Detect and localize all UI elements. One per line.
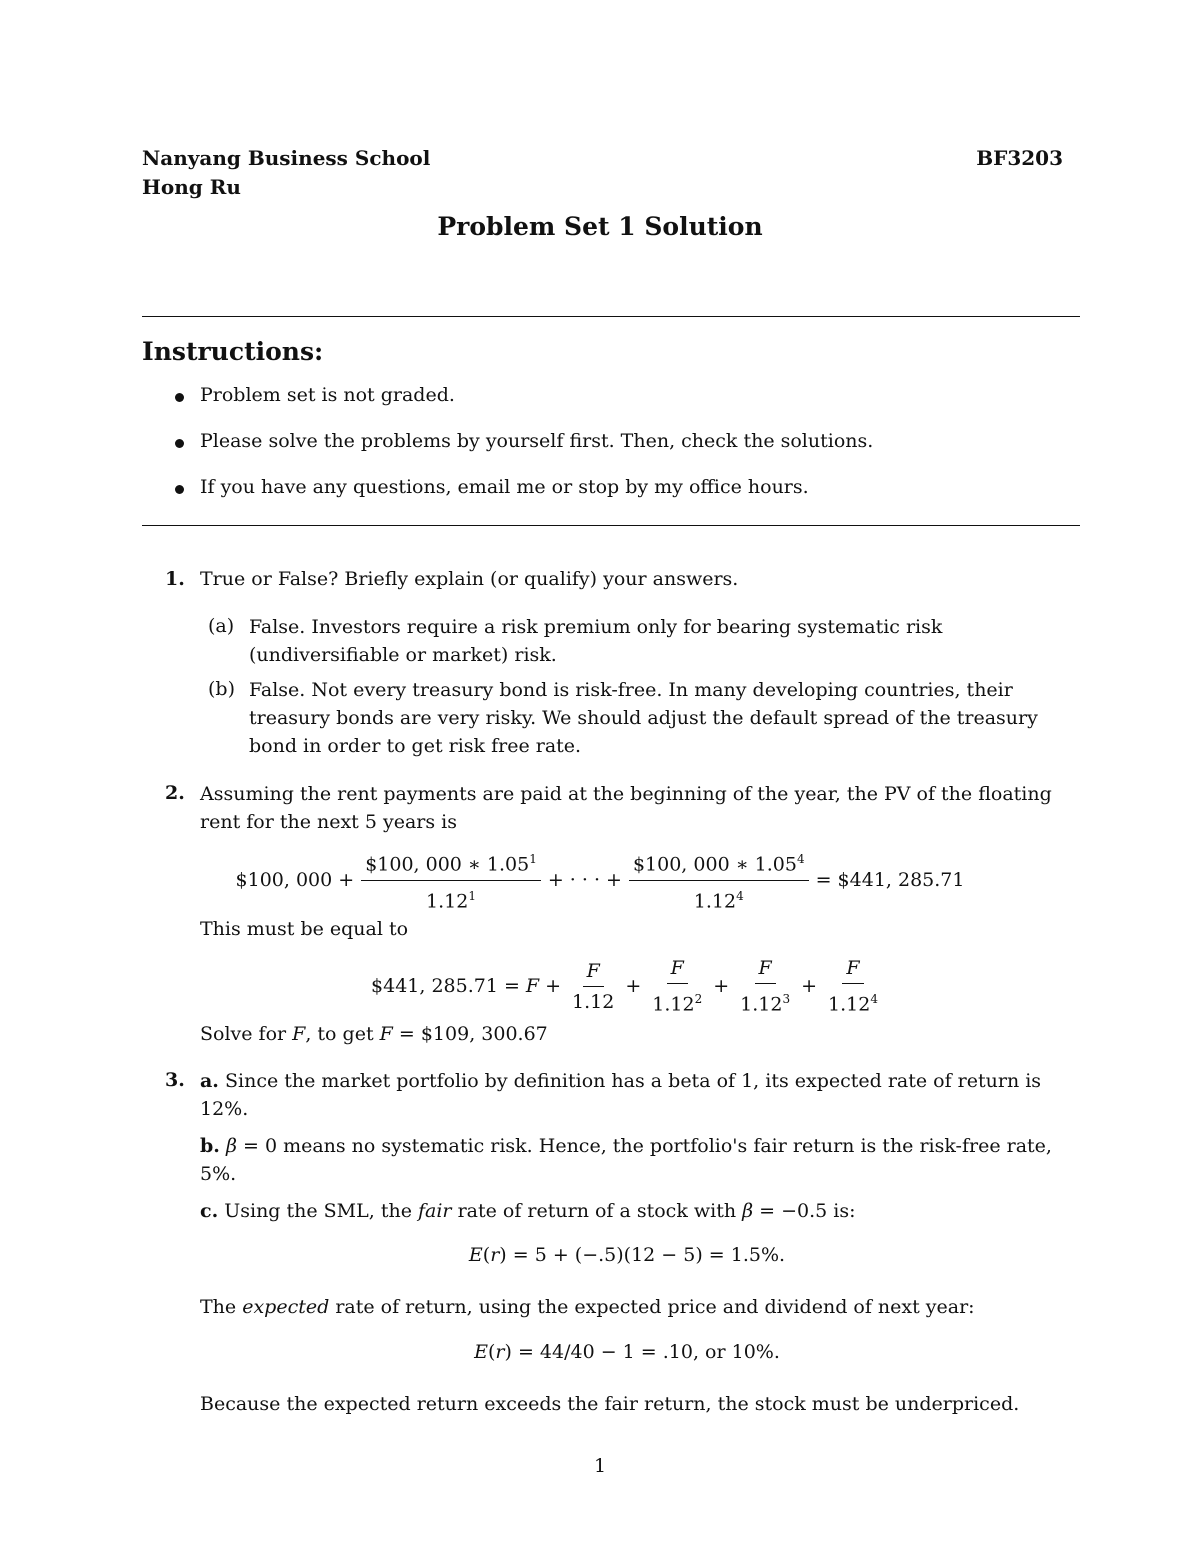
variable: r: [490, 1244, 500, 1266]
top-divider: [142, 316, 1080, 317]
answer-text: Since the market portfolio by definition has a beta of 1, its expected rate of return is 12%.: [200, 1070, 1042, 1120]
eq-term: + · · · +: [547, 869, 622, 891]
numerator: F: [846, 956, 860, 979]
bottom-divider: [142, 525, 1080, 526]
numerator: F: [586, 959, 600, 982]
page-number: 1: [593, 1455, 607, 1477]
fraction: [736, 956, 794, 1016]
numerator: F: [758, 956, 772, 979]
answer-part-b: [200, 1132, 1062, 1188]
question-number: 1.: [165, 568, 185, 590]
fraction: [361, 847, 541, 913]
answer-text: rate of return, using the expected price and dividend of next year:: [335, 1296, 975, 1318]
exponent: 4: [796, 852, 805, 867]
emphasis-text: fair: [418, 1200, 452, 1222]
answer-text: = −0.5 is:: [759, 1200, 856, 1222]
author-name: Hong Ru: [142, 175, 241, 199]
denominator: 1.12: [652, 993, 695, 1016]
exponent: 1: [529, 852, 537, 867]
solve-text: , to get: [305, 1023, 374, 1045]
exponent: 4: [870, 991, 878, 1006]
variable: r: [495, 1341, 505, 1363]
eq-term: = 44/40 − 1 = .10, or 10%.: [517, 1341, 780, 1363]
instruction-item: Problem set is not graded.: [200, 384, 455, 406]
variable: F: [292, 1023, 306, 1045]
exponent: 1: [468, 888, 476, 903]
instructions-heading: Instructions:: [142, 337, 324, 366]
answer-text: rate of return of a stock with: [457, 1200, 737, 1222]
denominator: 1.12: [572, 990, 615, 1013]
exponent: 2: [694, 991, 703, 1006]
fraction: [824, 956, 882, 1016]
variable: E: [474, 1341, 488, 1363]
answer-text: = 0 means no systematic risk. Hence, the portfolio's fair return is the risk-free rate, 5%.: [200, 1135, 1052, 1185]
annuity-equation: [0, 953, 1200, 1019]
solve-line: [200, 1023, 548, 1045]
numerator: $100, 000 ∗ 1.05: [365, 853, 530, 876]
eq-term: $100, 000 +: [235, 869, 355, 891]
fraction: [648, 956, 706, 1016]
expected-line: [200, 1296, 975, 1318]
course-code: BF3203: [976, 146, 1063, 170]
exponent: 4: [736, 888, 744, 903]
solve-text: Solve for: [200, 1023, 287, 1045]
answer-text: The: [200, 1296, 237, 1318]
pv-equation: [0, 847, 1200, 913]
eq-term: = 5 + (−.5)(12 − 5) = 1.5%.: [512, 1244, 786, 1266]
answer-text: False. Investors require a risk premium only for bearing systematic risk (undiversifiable or market) risk.: [249, 616, 943, 666]
page-title: Problem Set 1 Solution: [437, 212, 763, 241]
numerator: F: [670, 956, 684, 979]
solve-result: = $109, 300.67: [398, 1023, 548, 1045]
bullet-icon: [175, 485, 184, 494]
answer-part-c: [200, 1200, 856, 1222]
denominator: 1.12: [693, 889, 737, 912]
question-number: 3.: [165, 1069, 185, 1091]
emphasis-text: expected: [242, 1296, 330, 1318]
answer-text: Using the SML, the: [224, 1200, 412, 1222]
eq-term: +: [625, 975, 642, 997]
expected-return-equation: E(r) = 44/40 − 1 = .10, or 10%.: [474, 1341, 780, 1363]
sml-equation: E(r) = 5 + (−.5)(12 − 5) = 1.5%.: [468, 1244, 786, 1266]
subpart-label: b.: [200, 1135, 220, 1157]
answer-text: False. Not every treasury bond is risk-free. In many developing countries, their treasury bonds are very risky. We should adjust the default spread of the treasury bond in order to get risk free rate.: [249, 679, 1038, 757]
conclusion-text: Because the expected return exceeds the fair return, the stock must be underpriced.: [200, 1393, 1020, 1415]
bullet-icon: [175, 393, 184, 402]
fraction: [568, 959, 618, 1014]
eq-term: = $441, 285.71: [815, 869, 965, 891]
beta-symbol: β: [742, 1200, 754, 1222]
question-number: 2.: [165, 782, 185, 804]
instruction-item: Please solve the problems by yourself first. Then, check the solutions.: [200, 430, 874, 452]
answer-part-a: [200, 1067, 1062, 1123]
denominator: 1.12: [828, 993, 871, 1016]
question-prompt: True or False? Briefly explain (or qualify) your answers.: [200, 568, 739, 590]
instruction-item: If you have any questions, email me or stop by my office hours.: [200, 476, 809, 498]
fraction: [629, 847, 809, 913]
subpart-label: a.: [200, 1070, 219, 1092]
variable: E: [468, 1244, 483, 1266]
eq-term: +: [545, 975, 562, 997]
school-name: Nanyang Business School: [142, 146, 431, 170]
exponent: 3: [782, 991, 791, 1006]
numerator: $100, 000 ∗ 1.05: [632, 853, 797, 876]
eq-term: +: [713, 975, 730, 997]
question-text: Assuming the rent payments are paid at the beginning of the year, the PV of the floating rent for the next 5 years is: [200, 783, 1052, 833]
eq-term: $441, 285.71 =: [371, 975, 520, 997]
denominator: 1.12: [426, 889, 469, 912]
question-text: This must be equal to: [200, 918, 409, 940]
subpart-label: (b): [208, 678, 235, 700]
subpart-label: (a): [208, 615, 235, 637]
variable: F: [525, 975, 540, 997]
bullet-icon: [175, 439, 184, 448]
denominator: 1.12: [740, 993, 783, 1016]
subpart-label: c.: [200, 1200, 219, 1222]
eq-term: +: [801, 975, 817, 997]
variable: F: [379, 1023, 393, 1045]
beta-symbol: β: [225, 1135, 237, 1157]
